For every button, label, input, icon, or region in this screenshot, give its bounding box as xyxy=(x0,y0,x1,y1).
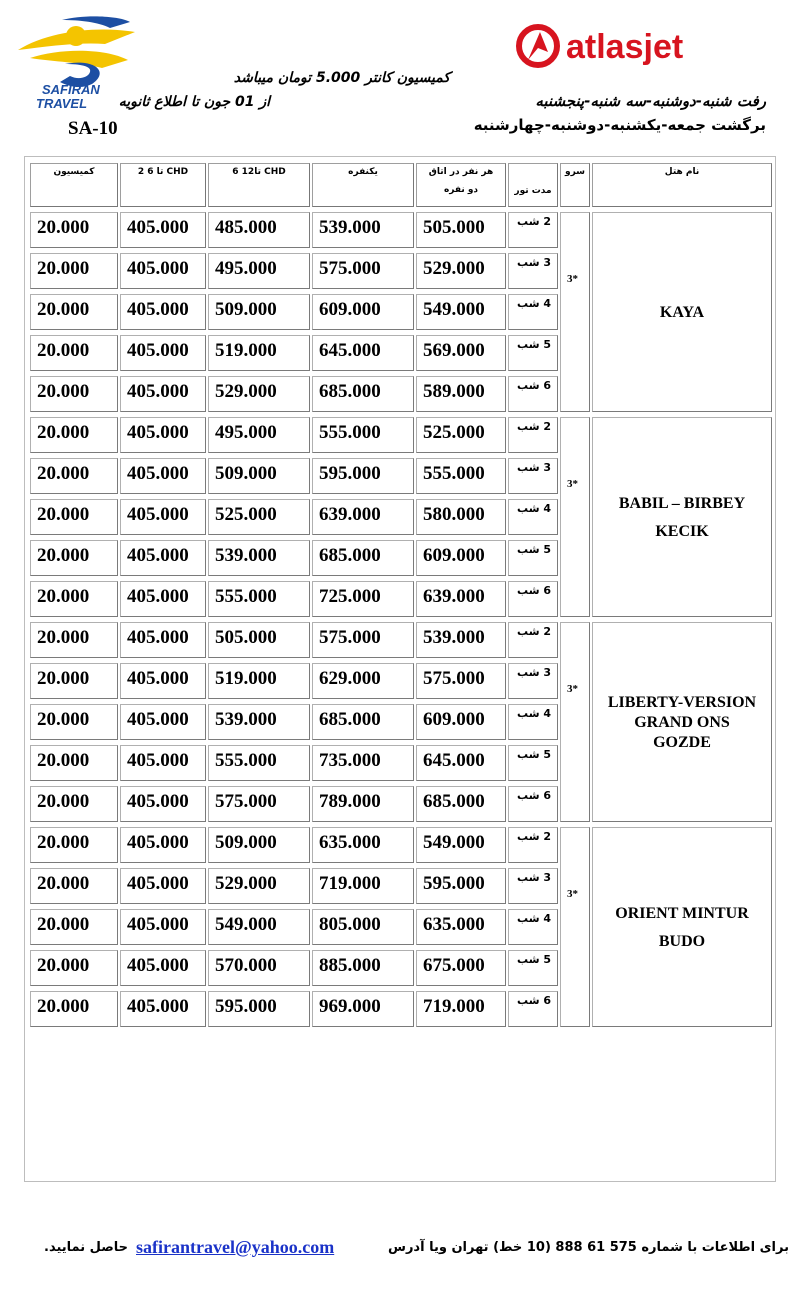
price-cell-double: 539.000 xyxy=(416,622,506,658)
price-cell-single: 885.000 xyxy=(312,950,414,986)
price-cell-chd-2-6: 405.000 xyxy=(120,950,206,986)
price-cell-nights: 5 شب xyxy=(508,540,558,576)
validity-period: از 01 جون تا اطلاع ثانویه xyxy=(118,94,270,110)
price-cell-single: 969.000 xyxy=(312,991,414,1027)
price-cell-double: 549.000 xyxy=(416,294,506,330)
package-code: SA-10 xyxy=(68,118,118,139)
price-cell-nights: 5 شب xyxy=(508,745,558,781)
hotel-name-line: KECIK xyxy=(655,523,709,540)
price-cell-chd-6-12: 539.000 xyxy=(208,704,310,740)
hotel-stars: 3* xyxy=(567,683,578,695)
hotel-name-line: GRAND ONS xyxy=(634,714,730,731)
price-cell-chd-6-12: 525.000 xyxy=(208,499,310,535)
price-cell-chd-2-6: 405.000 xyxy=(120,581,206,617)
price-cell-double: 685.000 xyxy=(416,786,506,822)
price-cell-commission: 20.000 xyxy=(30,950,118,986)
price-cell-commission: 20.000 xyxy=(30,909,118,945)
hotel-name-line: GOZDE xyxy=(653,734,711,751)
price-cell-nights: 5 شب xyxy=(508,950,558,986)
footer-info-prefix: برای اطلاعات با شماره 575 61 888 (10 خط) تهران ویا آدرس xyxy=(388,1240,789,1255)
price-cell-chd-6-12: 519.000 xyxy=(208,663,310,699)
hotel-stars: 3* xyxy=(567,478,578,490)
price-cell-commission: 20.000 xyxy=(30,991,118,1027)
price-cell-double: 635.000 xyxy=(416,909,506,945)
price-cell-chd-2-6: 405.000 xyxy=(120,663,206,699)
price-cell-chd-2-6: 405.000 xyxy=(120,909,206,945)
price-cell-chd-6-12: 529.000 xyxy=(208,376,310,412)
price-cell-double: 609.000 xyxy=(416,540,506,576)
col-double-header xyxy=(416,163,506,207)
col-duration-header: مدت تور xyxy=(508,163,558,207)
return-days: برگشت جمعه-یکشنبه-دوشنبه-چهارشنبه xyxy=(473,116,766,134)
price-cell-single: 539.000 xyxy=(312,212,414,248)
price-cell-nights: 3 شب xyxy=(508,868,558,904)
price-cell-single: 575.000 xyxy=(312,253,414,289)
price-cell-commission: 20.000 xyxy=(30,581,118,617)
price-cell-double: 645.000 xyxy=(416,745,506,781)
price-cell-nights: 3 شب xyxy=(508,253,558,289)
price-cell-single: 645.000 xyxy=(312,335,414,371)
price-cell-chd-6-12: 570.000 xyxy=(208,950,310,986)
price-cell-double: 525.000 xyxy=(416,417,506,453)
price-cell-commission: 20.000 xyxy=(30,376,118,412)
stars-cell xyxy=(560,827,590,1027)
contact-email-link[interactable]: safirantravel@yahoo.com xyxy=(136,1237,335,1257)
price-cell-double: 589.000 xyxy=(416,376,506,412)
col-double-header-line2: دو نفره xyxy=(443,185,479,195)
price-cell-chd-6-12: 539.000 xyxy=(208,540,310,576)
price-cell-chd-6-12: 529.000 xyxy=(208,868,310,904)
atlasjet-logo xyxy=(510,22,770,72)
price-cell-chd-2-6: 405.000 xyxy=(120,704,206,740)
price-cell-nights: 6 شب xyxy=(508,786,558,822)
price-cell-chd-2-6: 405.000 xyxy=(120,991,206,1027)
hotel-name-cell xyxy=(592,417,772,617)
price-cell-chd-6-12: 519.000 xyxy=(208,335,310,371)
hotel-name-line: ORIENT MINTUR xyxy=(615,905,749,922)
col-single-header: یکنفره xyxy=(312,163,414,207)
price-cell-commission: 20.000 xyxy=(30,663,118,699)
price-cell-double: 575.000 xyxy=(416,663,506,699)
price-cell-nights: 3 شب xyxy=(508,663,558,699)
price-cell-single: 685.000 xyxy=(312,540,414,576)
price-cell-single: 639.000 xyxy=(312,499,414,535)
price-cell-chd-2-6: 405.000 xyxy=(120,868,206,904)
price-cell-single: 789.000 xyxy=(312,786,414,822)
col-chd-2-6-header: 2 تا 6 CHD xyxy=(120,163,206,207)
col-commission-header: کمیسیون xyxy=(30,163,118,207)
price-cell-chd-6-12: 595.000 xyxy=(208,991,310,1027)
price-cell-chd-6-12: 549.000 xyxy=(208,909,310,945)
col-hotel-header: نام هتل xyxy=(592,163,772,207)
price-cell-commission: 20.000 xyxy=(30,704,118,740)
price-cell-chd-2-6: 405.000 xyxy=(120,827,206,863)
col-double-header-line1: هر نفر در اتاق xyxy=(428,167,494,177)
price-cell-single: 735.000 xyxy=(312,745,414,781)
stars-cell xyxy=(560,417,590,617)
price-cell-chd-2-6: 405.000 xyxy=(120,212,206,248)
price-cell-single: 595.000 xyxy=(312,458,414,494)
price-cell-chd-2-6: 405.000 xyxy=(120,294,206,330)
price-cell-chd-6-12: 509.000 xyxy=(208,458,310,494)
hotel-stars: 3* xyxy=(567,273,578,285)
price-cell-nights: 6 شب xyxy=(508,376,558,412)
price-cell-commission: 20.000 xyxy=(30,212,118,248)
price-cell-double: 580.000 xyxy=(416,499,506,535)
price-cell-nights: 2 شب xyxy=(508,417,558,453)
price-cell-single: 685.000 xyxy=(312,704,414,740)
hotel-name-line: BUDO xyxy=(658,933,706,950)
price-cell-chd-6-12: 495.000 xyxy=(208,253,310,289)
price-cell-commission: 20.000 xyxy=(30,868,118,904)
price-cell-single: 629.000 xyxy=(312,663,414,699)
price-cell-double: 555.000 xyxy=(416,458,506,494)
price-cell-chd-6-12: 509.000 xyxy=(208,294,310,330)
price-cell-commission: 20.000 xyxy=(30,745,118,781)
price-cell-single: 635.000 xyxy=(312,827,414,863)
price-cell-single: 719.000 xyxy=(312,868,414,904)
price-cell-chd-2-6: 405.000 xyxy=(120,745,206,781)
hotel-name-cell xyxy=(592,212,772,412)
price-cell-double: 505.000 xyxy=(416,212,506,248)
price-cell-nights: 2 شب xyxy=(508,827,558,863)
price-cell-chd-6-12: 495.000 xyxy=(208,417,310,453)
price-cell-double: 609.000 xyxy=(416,704,506,740)
price-cell-nights: 2 شب xyxy=(508,212,558,248)
hotel-name-line: KAYA xyxy=(659,304,705,321)
price-cell-chd-2-6: 405.000 xyxy=(120,335,206,371)
price-cell-nights: 4 شب xyxy=(508,704,558,740)
price-cell-double: 549.000 xyxy=(416,827,506,863)
col-chd-6-12-header: 6 تا12 CHD xyxy=(208,163,310,207)
price-cell-double: 675.000 xyxy=(416,950,506,986)
price-cell-chd-2-6: 405.000 xyxy=(120,458,206,494)
price-cell-commission: 20.000 xyxy=(30,335,118,371)
price-cell-commission: 20.000 xyxy=(30,786,118,822)
price-cell-single: 685.000 xyxy=(312,376,414,412)
price-cell-nights: 6 شب xyxy=(508,991,558,1027)
atlasjet-wordmark: atlasjet xyxy=(566,28,684,66)
price-cell-single: 575.000 xyxy=(312,622,414,658)
price-cell-chd-6-12: 575.000 xyxy=(208,786,310,822)
price-cell-chd-2-6: 405.000 xyxy=(120,253,206,289)
price-cell-double: 529.000 xyxy=(416,253,506,289)
price-cell-chd-6-12: 505.000 xyxy=(208,622,310,658)
col-service-header: سرو xyxy=(560,163,590,207)
price-cell-chd-2-6: 405.000 xyxy=(120,376,206,412)
price-cell-chd-6-12: 485.000 xyxy=(208,212,310,248)
price-cell-single: 609.000 xyxy=(312,294,414,330)
price-cell-chd-2-6: 405.000 xyxy=(120,622,206,658)
price-cell-nights: 3 شب xyxy=(508,458,558,494)
price-cell-single: 555.000 xyxy=(312,417,414,453)
hotel-name-line: LIBERTY-VERSION xyxy=(607,694,757,711)
price-cell-chd-2-6: 405.000 xyxy=(120,786,206,822)
price-cell-nights: 6 شب xyxy=(508,581,558,617)
logo-line-1: SAFIRAN xyxy=(42,82,100,97)
hotel-name-cell xyxy=(592,827,772,1027)
departure-days: رفت شنبه-دوشنبه-سه شنبه-پنجشنبه xyxy=(535,92,766,110)
price-cell-nights: 5 شب xyxy=(508,335,558,371)
price-cell-commission: 20.000 xyxy=(30,827,118,863)
counter-commission-note: کمیسیون کانتر 5.000 تومان میباشد xyxy=(233,70,450,86)
hotel-stars: 3* xyxy=(567,888,578,900)
price-cell-commission: 20.000 xyxy=(30,253,118,289)
price-cell-nights: 4 شب xyxy=(508,294,558,330)
price-cell-commission: 20.000 xyxy=(30,294,118,330)
footer-info-suffix: حاصل نمایید. xyxy=(44,1240,129,1255)
price-cell-commission: 20.000 xyxy=(30,417,118,453)
price-cell-chd-2-6: 405.000 xyxy=(120,540,206,576)
price-cell-single: 805.000 xyxy=(312,909,414,945)
price-cell-nights: 4 شب xyxy=(508,499,558,535)
price-cell-commission: 20.000 xyxy=(30,499,118,535)
hotel-name-cell xyxy=(592,622,772,822)
stars-cell xyxy=(560,622,590,822)
price-cell-commission: 20.000 xyxy=(30,458,118,494)
price-cell-double: 569.000 xyxy=(416,335,506,371)
price-cell-chd-6-12: 555.000 xyxy=(208,745,310,781)
price-cell-double: 719.000 xyxy=(416,991,506,1027)
stars-cell xyxy=(560,212,590,412)
price-cell-commission: 20.000 xyxy=(30,540,118,576)
logo-line-2: TRAVEL xyxy=(36,96,88,111)
price-cell-chd-6-12: 509.000 xyxy=(208,827,310,863)
price-cell-single: 725.000 xyxy=(312,581,414,617)
price-cell-double: 595.000 xyxy=(416,868,506,904)
hotel-name-line: BABIL – BIRBEY xyxy=(618,495,746,512)
price-cell-nights: 2 شب xyxy=(508,622,558,658)
price-cell-commission: 20.000 xyxy=(30,622,118,658)
price-cell-chd-2-6: 405.000 xyxy=(120,499,206,535)
price-cell-chd-2-6: 405.000 xyxy=(120,417,206,453)
contact-footer xyxy=(40,1237,789,1264)
price-cell-nights: 4 شب xyxy=(508,909,558,945)
price-cell-chd-6-12: 555.000 xyxy=(208,581,310,617)
price-cell-double: 639.000 xyxy=(416,581,506,617)
